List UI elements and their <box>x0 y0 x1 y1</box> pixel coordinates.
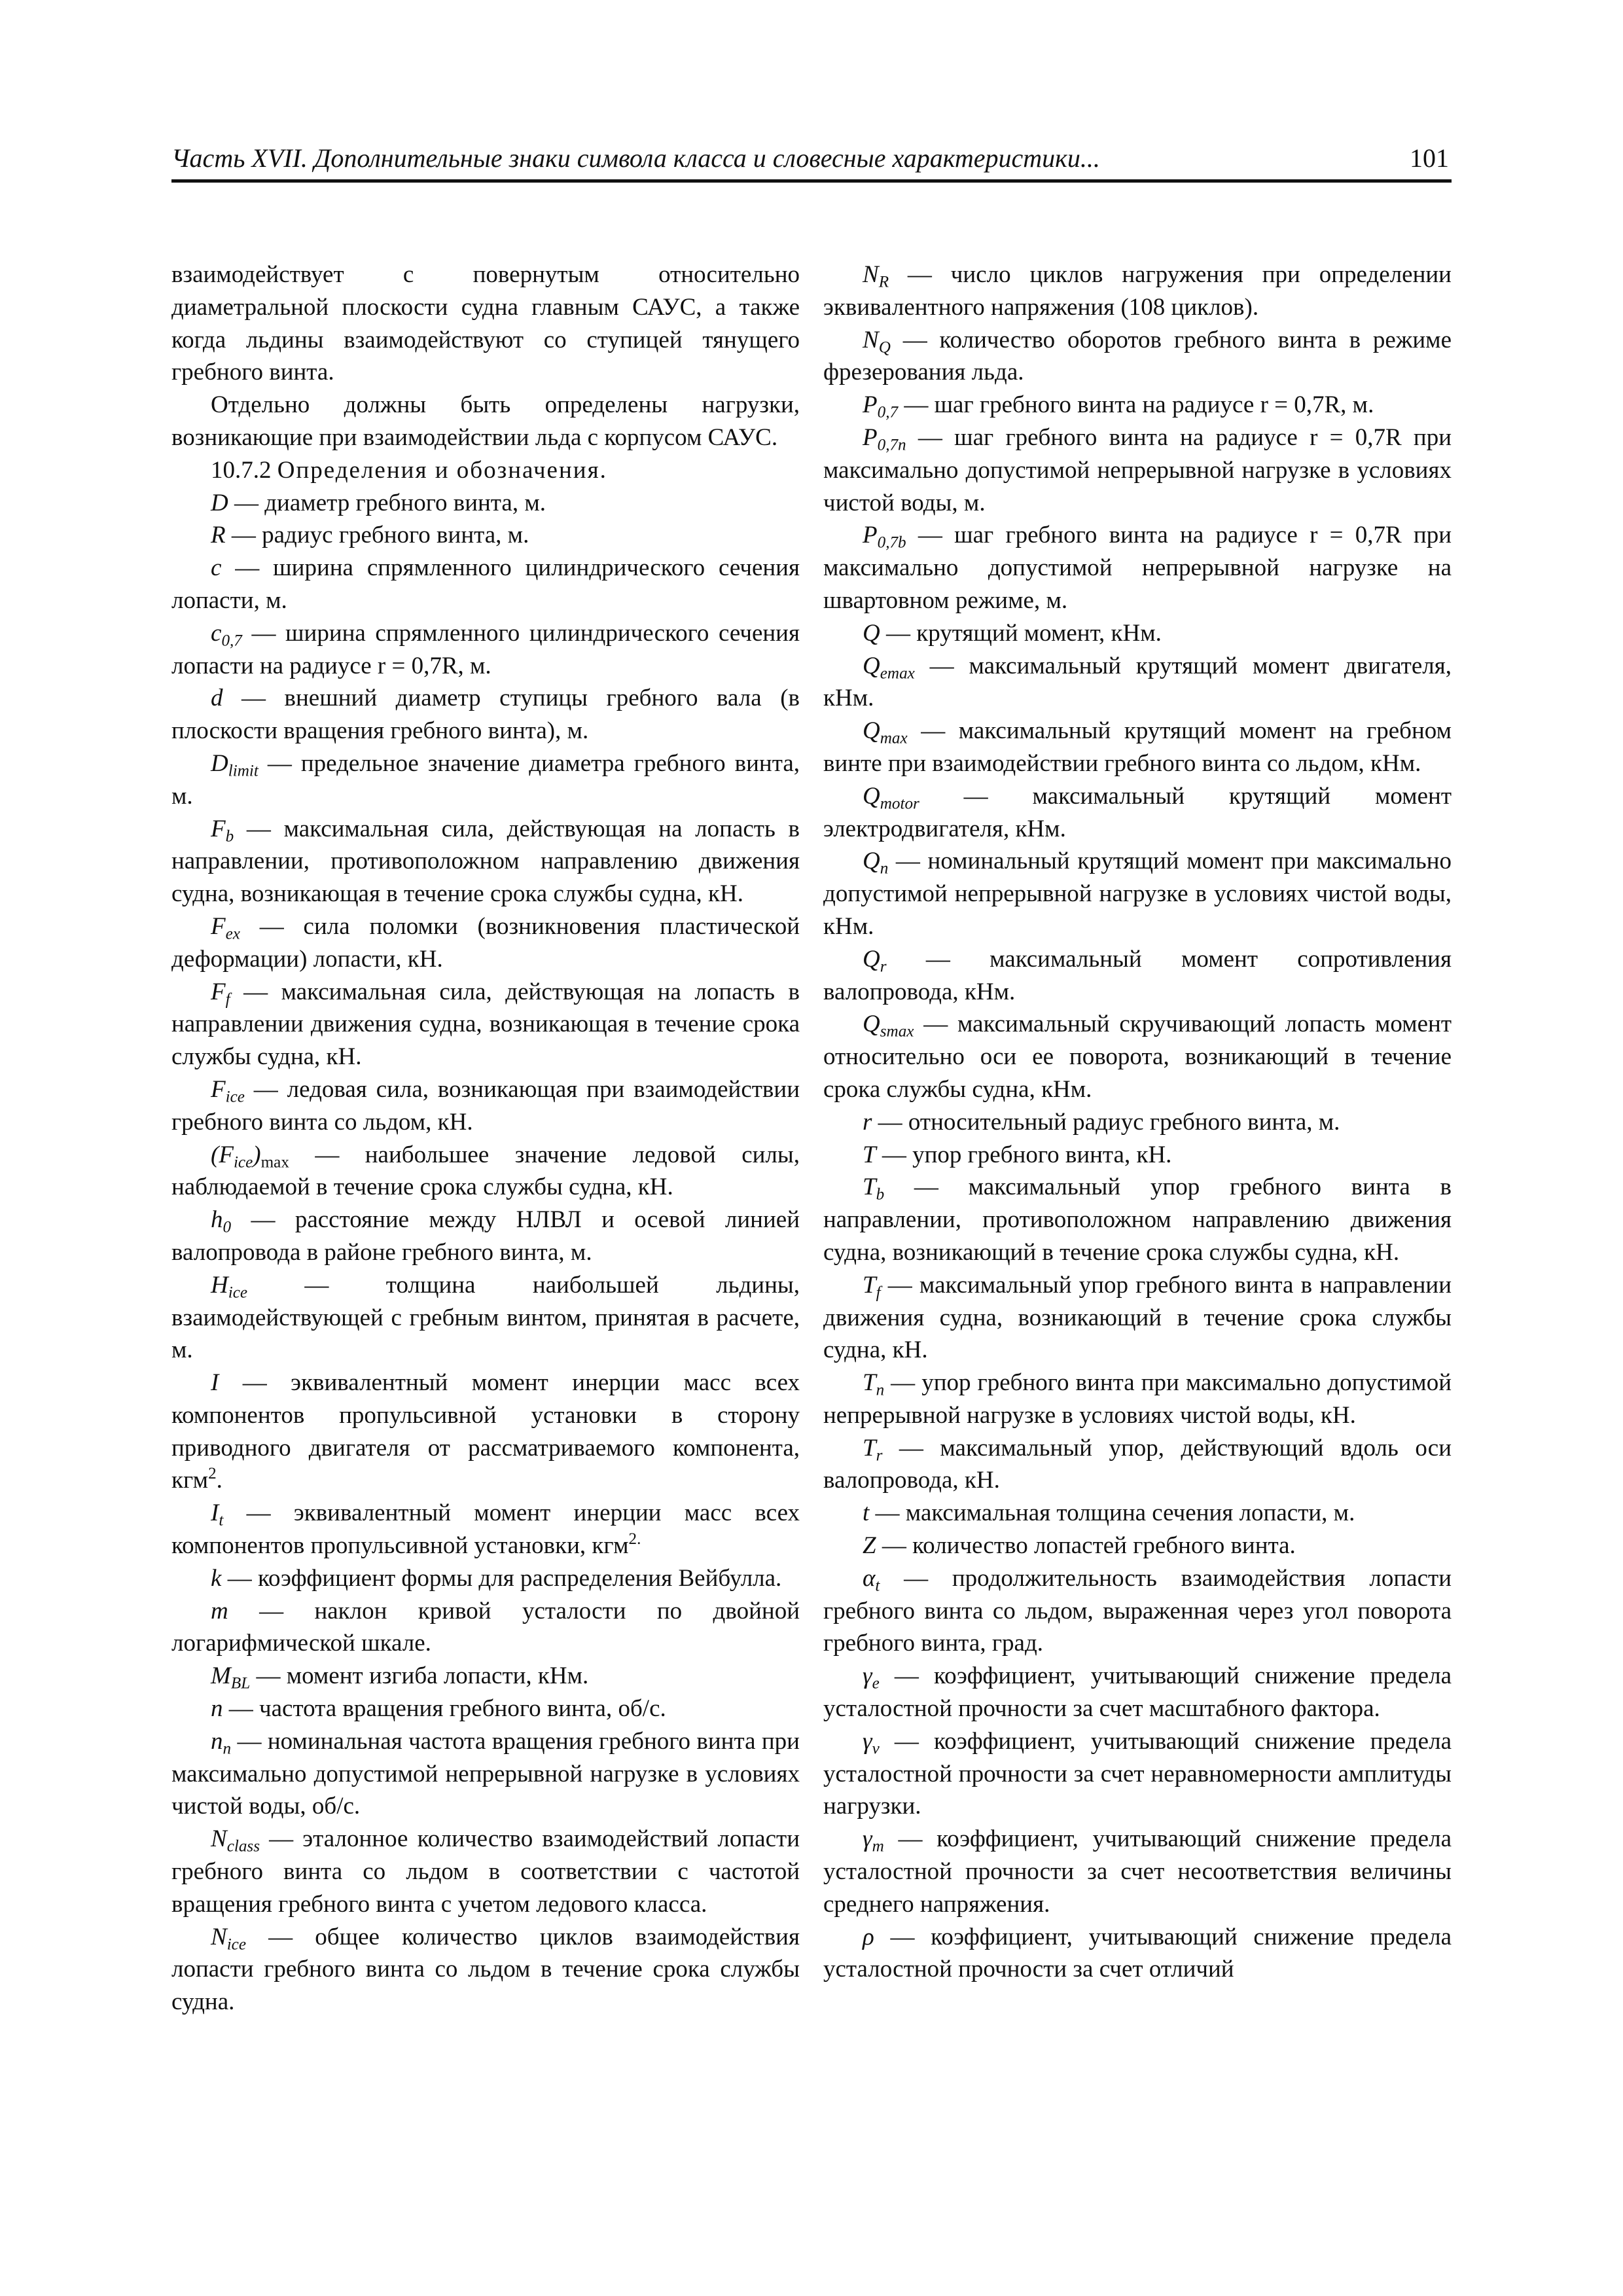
term-symbol: M <box>211 1662 231 1690</box>
term-definition: — ледовая сила, возникающая при взаимодействии гребного винта со льдом, кН. <box>171 1075 800 1136</box>
term-subscript: r <box>876 1446 883 1465</box>
right-paragraph <box>823 1660 1452 1725</box>
term-symbol: (F <box>211 1141 234 1168</box>
left-paragraph <box>171 1725 800 1823</box>
term-subscript: f <box>876 1283 881 1302</box>
term-definition: — максимальный крутящий момент электродвигателя, кНм. <box>823 782 1452 842</box>
term-definition: — число циклов нагружения при определении эквивалентного напряжения (108 циклов). <box>823 261 1452 321</box>
term-symbol: P <box>863 423 878 451</box>
term-definition: — коэффициент, учитывающий снижение предела усталостной прочности за счет отличий <box>823 1923 1452 1983</box>
right-paragraph <box>823 1562 1452 1660</box>
term-subscript: b <box>876 1185 885 1204</box>
term-subscript: ex <box>225 925 240 943</box>
left-paragraph <box>171 1497 800 1562</box>
term-definition: — частота вращения гребного винта, об/с. <box>223 1695 666 1723</box>
term-symbol: T <box>863 1434 876 1462</box>
term-subscript: f <box>225 990 230 1009</box>
right-paragraph <box>823 1530 1452 1562</box>
right-paragraph <box>823 1269 1452 1367</box>
term-symbol: I <box>211 1499 219 1527</box>
term-definition: — коэффициент, учитывающий снижение предела усталостной прочности за счет масштабного фактора. <box>823 1662 1452 1723</box>
term-definition: — максимальная сила, действующая на лопасть в направлении движения судна, возникающая в течение срока службы судна, кН. <box>171 978 800 1071</box>
term-definition: — максимальный упор гребного винта в направлении движения судна, возникающий в течение срока службы судна, кН. <box>823 1271 1452 1364</box>
term-definition: — эквивалентный момент инерции масс всех компонентов пропульсивной установки в сторону приводного двигателя от рассматриваемого компонента, кгм <box>171 1369 800 1494</box>
term-subscript: BL <box>230 1674 251 1693</box>
right-paragraph <box>823 650 1452 715</box>
term-symbol: α <box>863 1564 876 1592</box>
left-paragraph <box>171 487 800 520</box>
right-paragraph <box>823 324 1452 389</box>
term-symbol: H <box>211 1271 228 1299</box>
term-definition: — упор гребного винта, кН. <box>876 1141 1172 1168</box>
left-paragraph <box>171 910 800 976</box>
term-definition: — количество лопастей гребного винта. <box>876 1532 1296 1560</box>
right-paragraph <box>823 1139 1452 1172</box>
term-symbol: ρ <box>863 1923 874 1950</box>
left-paragraph <box>171 1269 800 1367</box>
term-symbol: γ <box>863 1727 872 1755</box>
right-paragraph <box>823 1725 1452 1823</box>
term-symbol: P <box>863 391 878 419</box>
right-paragraph <box>823 519 1452 617</box>
left-paragraph <box>171 454 800 487</box>
right-paragraph <box>823 1823 1452 1920</box>
term-symbol: N <box>211 1923 227 1950</box>
term-subscript: Q <box>878 338 891 357</box>
term-symbol: Q <box>863 782 880 810</box>
term-subscript: 0,7 <box>877 403 899 422</box>
term-subscript: ν <box>872 1740 880 1758</box>
term-definition: — максимальный крутящий момент на гребном винте при взаимодействии гребного винта со льдом, кНм. <box>823 717 1452 777</box>
right-paragraph <box>823 1367 1452 1432</box>
term-symbol: T <box>863 1369 876 1397</box>
term-definition: Отдельно должны быть определены нагрузки, возникающие при взаимодействии льда с корпусом САУС. <box>171 391 800 451</box>
term-symbol: n <box>211 1727 223 1755</box>
term-definition: — коэффициент, учитывающий снижение предела усталостной прочности за счет несоответствия величины среднего напряжения. <box>823 1825 1452 1918</box>
term-definition: — коэффициент, учитывающий снижение предела усталостной прочности за счет неравномерности амплитуды нагрузки. <box>823 1727 1452 1820</box>
term-definition: — внешний диаметр ступицы гребного вала (в плоскости вращения гребного винта), м. <box>171 685 800 745</box>
term-symbol: T <box>863 1174 876 1201</box>
term-symbol: Q <box>863 848 880 875</box>
term-subscript: class <box>226 1837 260 1856</box>
term-symbol: c <box>211 554 222 582</box>
left-paragraph <box>171 976 800 1073</box>
term-definition: — шаг гребного винта на радиусе r = 0,7R, м. <box>898 391 1374 419</box>
term-symbol: T <box>863 1271 876 1299</box>
right-paragraph <box>823 845 1452 942</box>
term-definition: — относительный радиус гребного винта, м. <box>872 1108 1340 1136</box>
right-paragraph <box>823 715 1452 780</box>
term-definition: — радиус гребного винта, м. <box>225 522 529 549</box>
term-definition: — ширина спрямленного цилиндрического сечения лопасти на радиусе r = 0,7R, м. <box>171 619 800 679</box>
left-paragraph <box>171 259 800 389</box>
left-paragraph <box>171 813 800 910</box>
term-symbol: D <box>211 749 228 777</box>
term-symbol: r <box>863 1108 872 1136</box>
term-symbol: N <box>863 326 879 353</box>
term-definition: — количество оборотов гребного винта в режиме фрезерования льда. <box>823 326 1452 386</box>
term-symbol: Q <box>863 717 880 745</box>
term-definition: — шаг гребного винта на радиусе r = 0,7R при максимально допустимой непрерывной нагрузке на швартовном режиме, м. <box>823 522 1452 614</box>
term-subscript: 0,7n <box>877 436 906 454</box>
term-subscript: 0,7 <box>221 632 242 650</box>
term-symbol: γ <box>863 1825 872 1853</box>
section-number: 10.7.2 <box>211 456 277 484</box>
left-paragraph <box>171 389 800 454</box>
term-definition: взаимодействует с повернутым относительно диаметральной плоскости судна главным САУС, а также когда льдины взаимодействуют со ступицей тянущего гребного винта. <box>171 261 800 386</box>
right-paragraph <box>823 1497 1452 1530</box>
term-symbol: Q <box>863 945 880 973</box>
term-symbol: D <box>211 489 228 516</box>
term-subscript: m <box>872 1837 884 1856</box>
left-paragraph <box>171 552 800 617</box>
left-paragraph <box>171 1921 800 2018</box>
term-subscript: R <box>878 273 889 291</box>
term-symbol: c <box>211 619 222 647</box>
left-paragraph <box>171 1693 800 1725</box>
term-subscript: e <box>872 1674 880 1693</box>
term-definition: — эквивалентный момент инерции масс всех компонентов пропульсивной установки, кгм <box>171 1499 800 1560</box>
term-definition: — максимальный упор гребного винта в направлении, противоположном направлению движения судна, возникающий в течение срока службы судна, кН. <box>823 1174 1452 1266</box>
term-definition: — максимальный скручивающий лопасть момент относительно оси ее поворота, возникающий в течение срока службы судна, кНм. <box>823 1011 1452 1103</box>
term-symbol: I <box>211 1369 219 1397</box>
term-definition: — максимальный упор, действующий вдоль оси валопровода, кН. <box>823 1434 1452 1494</box>
term-symbol: d <box>211 685 223 712</box>
term-symbol: n <box>211 1695 223 1723</box>
header-title: Часть XVII. Дополнительные знаки символа класса и словесные характеристики... <box>171 143 1100 173</box>
term-subscript: ice <box>228 1283 248 1302</box>
term-definition: — ширина спрямленного цилиндрического сечения лопасти, м. <box>171 554 800 614</box>
term-symbol: F <box>211 912 226 940</box>
page-header <box>171 137 1452 183</box>
term-subscript: t <box>219 1511 224 1530</box>
left-paragraph <box>171 519 800 552</box>
left-paragraph <box>171 1562 800 1595</box>
term-definition: — расстояние между НЛВЛ и осевой линией валопровода в районе гребного винта, м. <box>171 1206 800 1266</box>
term-symbol: R <box>211 522 226 549</box>
left-column <box>171 259 800 2018</box>
term-definition: — шаг гребного винта на радиусе r = 0,7R при максимально допустимой непрерывной нагрузке в условиях чистой воды, м. <box>823 423 1452 516</box>
term-symbol: Z <box>863 1532 876 1560</box>
term-subscript: 0 <box>223 1218 232 1236</box>
left-paragraph <box>171 682 800 747</box>
term-subscript: smax <box>880 1022 914 1041</box>
term-symbol: t <box>863 1499 870 1527</box>
left-paragraph <box>171 1367 800 1497</box>
definition-tail: . <box>216 1467 223 1494</box>
left-paragraph <box>171 1073 800 1139</box>
term-subscript: motor <box>880 795 919 813</box>
term-symbol: m <box>211 1597 228 1624</box>
term-symbol: Q <box>863 652 880 679</box>
term-definition: — сила поломки (возникновения пластической деформации) лопасти, кН. <box>171 912 800 973</box>
term-definition: — крутящий момент, кНм. <box>880 619 1162 647</box>
term-subscript: ice <box>225 1088 245 1106</box>
term-definition: — общее количество циклов взаимодействия лопасти гребного винта со льдом в течение срока службы судна. <box>171 1923 800 2016</box>
term-subscript: r <box>880 958 887 976</box>
right-paragraph <box>823 617 1452 650</box>
term-subscript: max <box>880 729 908 747</box>
right-paragraph <box>823 780 1452 846</box>
term-symbol: F <box>211 815 226 842</box>
term-subscript: limit <box>228 762 259 780</box>
term-symbol: h <box>211 1206 223 1234</box>
right-paragraph <box>823 943 1452 1009</box>
term-subscript: b <box>225 827 234 846</box>
term-definition: — максимальная толщина сечения лопасти, м. <box>869 1499 1355 1527</box>
term-subscript: n <box>876 1381 885 1399</box>
term-definition: — продолжительность взаимодействия лопасти гребного винта со льдом, выраженная через угол поворота гребного винта, град. <box>823 1564 1452 1657</box>
left-paragraph <box>171 1595 800 1660</box>
term-symbol: P <box>863 522 878 549</box>
right-paragraph <box>823 1432 1452 1498</box>
term-definition: — коэффициент формы для распределения Вейбулла. <box>221 1564 782 1592</box>
term-symbol: N <box>211 1825 227 1853</box>
term-definition: — толщина наибольшей льдины, взаимодействующей с гребным винтом, принятая в расчете, м. <box>171 1271 800 1364</box>
superscript: 2. <box>628 1530 641 1549</box>
section-heading: Определения и обозначения. <box>277 456 607 484</box>
term-symbol: k <box>211 1564 222 1592</box>
term-definition: — диаметр гребного винта, м. <box>228 489 546 516</box>
term-symbol: F <box>211 978 226 1005</box>
term-symbol-close: ) <box>253 1141 261 1168</box>
right-paragraph <box>823 1171 1452 1268</box>
superscript: 2 <box>208 1465 217 1483</box>
term-symbol: Q <box>863 619 880 647</box>
term-subscript: n <box>880 859 889 878</box>
right-paragraph <box>823 422 1452 519</box>
term-definition: — максимальный крутящий момент двигателя, кНм. <box>823 652 1452 712</box>
left-paragraph <box>171 617 800 683</box>
term-symbol: Q <box>863 1011 880 1038</box>
term-subscript: ice <box>226 1935 247 1954</box>
term-subscript: 0,7b <box>877 533 906 552</box>
right-paragraph <box>823 259 1452 324</box>
left-paragraph <box>171 1823 800 1920</box>
right-paragraph <box>823 1106 1452 1139</box>
term-definition: — предельное значение диаметра гребного винта, м. <box>171 749 800 810</box>
right-paragraph <box>823 389 1452 422</box>
right-column <box>823 259 1452 1986</box>
term-subscript: emax <box>880 664 915 683</box>
term-symbol: F <box>211 1075 226 1103</box>
right-paragraph <box>823 1921 1452 1986</box>
term-definition: — номинальная частота вращения гребного винта при максимально допустимой непрерывной нагрузке в условиях чистой воды, об/с. <box>171 1727 800 1820</box>
term-definition: — максимальная сила, действующая на лопасть в направлении, противоположном направлению движения судна, возникающая в течение срока службы судна, кН. <box>171 815 800 908</box>
term-subscript: max <box>260 1153 289 1172</box>
term-definition: — эталонное количество взаимодействий лопасти гребного винта со льдом в соответствии с частотой вращения гребного винта с учетом ледового класса. <box>171 1825 800 1918</box>
term-definition: — упор гребного винта при максимально допустимой непрерывной нагрузке в условиях чистой воды, кН. <box>823 1369 1452 1429</box>
left-paragraph <box>171 1204 800 1269</box>
page-number: 101 <box>1410 143 1449 173</box>
right-paragraph <box>823 1008 1452 1105</box>
term-definition: — момент изгиба лопасти, кНм. <box>250 1662 589 1690</box>
term-symbol: γ <box>863 1662 872 1690</box>
term-symbol: T <box>863 1141 876 1168</box>
left-paragraph <box>171 1660 800 1693</box>
term-symbol: N <box>863 261 879 288</box>
left-paragraph <box>171 1139 800 1204</box>
term-definition: — номинальный крутящий момент при максимально допустимой непрерывной нагрузке в условиях чистой воды, кНм. <box>823 848 1452 940</box>
term-definition: — наклон кривой усталости по двойной логарифмической шкале. <box>171 1597 800 1657</box>
term-subscript: t <box>875 1577 880 1595</box>
term-definition: — максимальный момент сопротивления валопровода, кНм. <box>823 945 1452 1005</box>
term-definition: — наибольшее значение ледовой силы, наблюдаемой в течение срока службы судна, кН. <box>171 1141 800 1201</box>
left-paragraph <box>171 747 800 813</box>
term-subscript: n <box>223 1740 232 1758</box>
term-subscript: ice <box>233 1153 253 1172</box>
